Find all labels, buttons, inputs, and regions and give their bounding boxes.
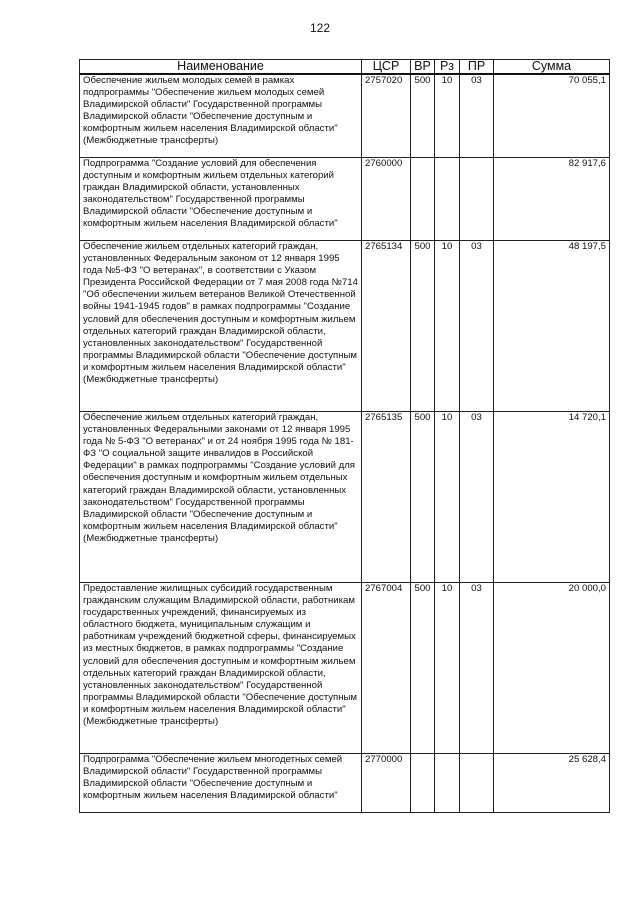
table-row xyxy=(80,241,610,412)
table-row xyxy=(80,583,610,754)
cell-vr: 500 xyxy=(411,412,435,583)
page-number: 122 xyxy=(309,21,331,35)
cell-rz xyxy=(435,158,460,241)
cell-pr: 03 xyxy=(460,241,494,412)
cell-rz: 10 xyxy=(435,583,460,754)
cell-name: Обеспечение жильем молодых семей в рамках подпрограммы "Обеспечение жильем молодых семей Владимирской области" Государственной программы Владимирской области "Обеспечение доступным и комфортным жильем населения Владимирской области" (Межбюджетные трансферты) xyxy=(80,74,362,158)
cell-csr: 2757020 xyxy=(362,74,411,158)
cell-rz: 10 xyxy=(435,412,460,583)
cell-sum: 82 917,6 xyxy=(494,158,610,241)
cell-sum: 25 628,4 xyxy=(494,754,610,813)
cell-rz xyxy=(435,754,460,813)
cell-pr: 03 xyxy=(460,412,494,583)
cell-csr: 2767004 xyxy=(362,583,411,754)
cell-pr: 03 xyxy=(460,74,494,158)
budget-table xyxy=(79,59,610,813)
header-sum: Сумма xyxy=(494,60,610,75)
cell-vr xyxy=(411,754,435,813)
table-header-row xyxy=(80,60,610,75)
header-rz: Рз xyxy=(435,60,460,75)
cell-vr: 500 xyxy=(411,241,435,412)
header-vr: ВР xyxy=(411,60,435,75)
table-row xyxy=(80,74,610,158)
header-name: Наименование xyxy=(80,60,362,75)
cell-name: Предоставление жилищных субсидий государственным гражданским служащим Владимирской области, работникам государственных учреждений, финансируемых из областного бюджета, муниципальным служащим и работникам учреждений бюджетной сферы, финансируемых из местных бюджетов, в рамках подпрограммы "Создание условий для обеспечения доступным и комфортным жильем отдельных категорий граждан Владимирской области, установленных законодательством" Государственной программы Владимирской области "Обеспечение доступным и комфортным жильем населения Владимирской области" (Межбюджетные трансферты) xyxy=(80,583,362,754)
cell-sum: 70 055,1 xyxy=(494,74,610,158)
cell-pr: 03 xyxy=(460,583,494,754)
cell-csr: 2765135 xyxy=(362,412,411,583)
cell-csr: 2770000 xyxy=(362,754,411,813)
cell-sum: 48 197,5 xyxy=(494,241,610,412)
header-csr: ЦСР xyxy=(362,60,411,75)
table-row xyxy=(80,412,610,583)
cell-sum: 14 720,1 xyxy=(494,412,610,583)
cell-pr xyxy=(460,158,494,241)
cell-pr xyxy=(460,754,494,813)
cell-vr xyxy=(411,158,435,241)
cell-name: Обеспечение жильем отдельных категорий граждан, установленных Федеральными законами от 12 января 1995 года № 5-ФЗ "О ветеранах" и от 24 ноября 1995 года № 181-ФЗ "О социальной защите инвалидов в Российской Федерации" в рамках подпрограммы "Создание условий для обеспечения доступным и комфортным жильем отдельных категорий граждан Владимирской области, установленных законодательством" Государственной программы Владимирской области "Обеспечение доступным и комфортным жильем населения Владимирской области" (Межбюджетные трансферты) xyxy=(80,412,362,583)
cell-vr: 500 xyxy=(411,583,435,754)
cell-name: Подпрограмма "Обеспечение жильем многодетных семей Владимирской области" Государственной программы Владимирской области "Обеспечение доступным и комфортным жильем населения Владимирской области" xyxy=(80,754,362,813)
table-row xyxy=(80,754,610,813)
cell-vr: 500 xyxy=(411,74,435,158)
cell-rz: 10 xyxy=(435,74,460,158)
cell-sum: 20 000,0 xyxy=(494,583,610,754)
cell-csr: 2765134 xyxy=(362,241,411,412)
cell-name: Обеспечение жильем отдельных категорий граждан, установленных Федеральным законом от 12 января 1995 года №5-ФЗ "О ветеранах", в соответствии с Указом Президента Российской Федерации от 7 мая 2008 года №714 "Об обеспечении жильем ветеранов Великой Отечественной войны 1941-1945 годов" в рамках подпрограммы "Создание условий для обеспечения доступным и комфортным жильем отдельных категорий граждан Владимирской области, установленных законодательством" Государственной программы Владимирской области "Обеспечение доступным и комфортным жильем населения Владимирской области" (Межбюджетные трансферты) xyxy=(80,241,362,412)
cell-csr: 2760000 xyxy=(362,158,411,241)
table-row xyxy=(80,158,610,241)
header-pr: ПР xyxy=(460,60,494,75)
cell-rz: 10 xyxy=(435,241,460,412)
cell-name: Подпрограмма "Создание условий для обеспечения доступным и комфортным жильем отдельных категорий граждан Владимирской области, установленных законодательством" Государственной программы Владимирской области "Обеспечение доступным и комфортным жильем населения Владимирской области" xyxy=(80,158,362,241)
